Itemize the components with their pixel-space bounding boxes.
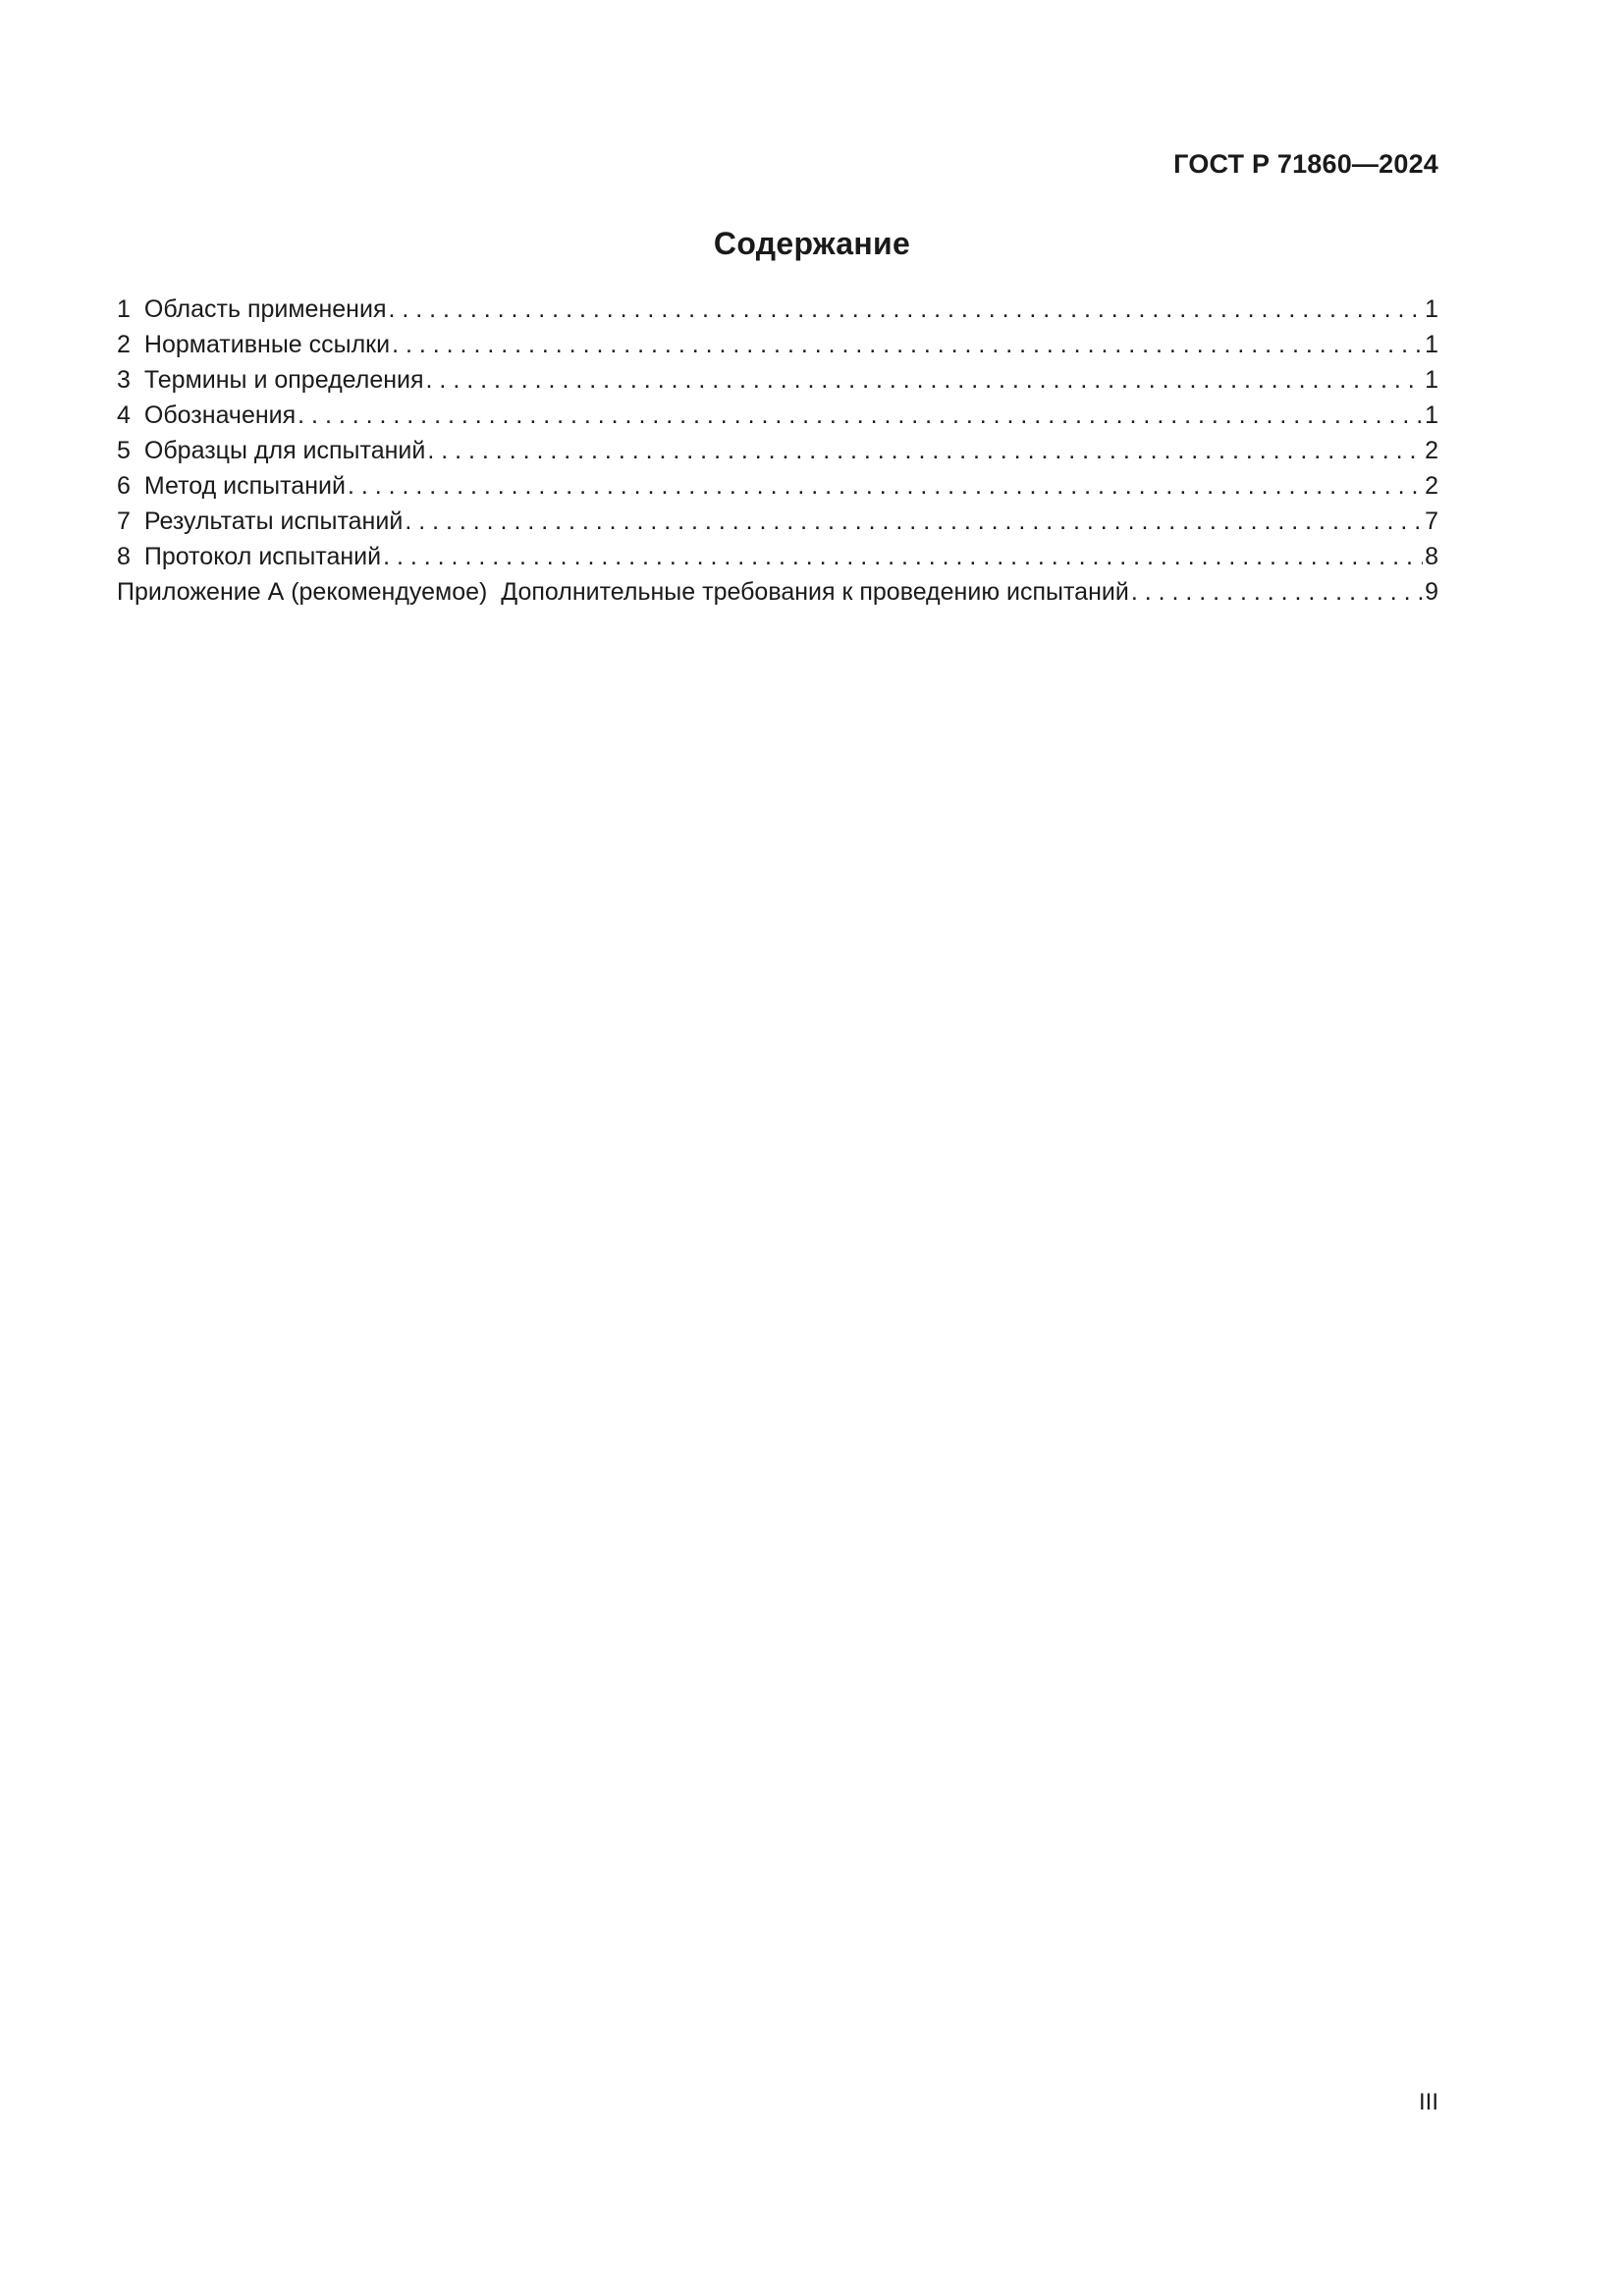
toc-entry[interactable] <box>117 327 1438 362</box>
toc-entry[interactable] <box>117 539 1438 574</box>
toc-entry-page: 2 <box>1425 472 1438 500</box>
toc-list <box>117 292 1438 610</box>
toc-leader-dots <box>1131 574 1423 610</box>
page-number: III <box>1418 2089 1438 2115</box>
toc-entry-title: Образцы для испытаний <box>143 437 426 464</box>
toc-appendix-title: Приложение А (рекомендуемое) Дополнительные требования к проведению испытаний <box>117 578 1129 606</box>
toc-entry-number: 5 <box>117 437 131 464</box>
toc-entry[interactable] <box>117 398 1438 433</box>
toc-leader-dots <box>405 504 1423 539</box>
toc-entry-title: Нормативные ссылки <box>143 331 391 358</box>
toc-entry[interactable] <box>117 292 1438 327</box>
toc-entry-appendix[interactable] <box>117 574 1438 610</box>
toc-entry-number: 4 <box>117 401 131 429</box>
toc-entry-page: 1 <box>1425 295 1438 323</box>
toc-entry-title: Термины и определения <box>143 366 424 394</box>
toc-entry-title: Метод испытаний <box>143 472 346 500</box>
document-code: ГОСТ Р 71860—2024 <box>1173 149 1438 179</box>
toc-entry[interactable] <box>117 433 1438 468</box>
toc-entry-page: 9 <box>1425 578 1438 606</box>
toc-entry-number: 6 <box>117 472 131 500</box>
toc-entry-number: 1 <box>117 295 131 323</box>
toc-entry[interactable] <box>117 504 1438 539</box>
toc-leader-dots <box>298 398 1423 433</box>
toc-entry-page: 1 <box>1425 366 1438 394</box>
toc-leader-dots <box>426 362 1424 398</box>
toc-entry-page: 2 <box>1425 437 1438 464</box>
toc-entry-label <box>117 433 425 468</box>
toc-entry-label <box>117 398 296 433</box>
toc-entry[interactable] <box>117 362 1438 398</box>
toc-entry-label <box>117 327 390 362</box>
toc-leader-dots <box>348 468 1423 504</box>
toc-entry-label <box>117 539 381 574</box>
toc-entry-title: Область применения <box>143 295 387 323</box>
toc-entry-page: 1 <box>1425 401 1438 429</box>
toc-title: Содержание <box>713 226 911 261</box>
toc-leader-dots <box>383 539 1423 574</box>
toc-entry-title: Протокол испытаний <box>143 543 382 570</box>
toc-entry-title: Результаты испытаний <box>143 507 404 535</box>
toc-entry-number: 3 <box>117 366 131 394</box>
toc-entry-label <box>117 504 403 539</box>
toc-entry-page: 1 <box>1425 331 1438 358</box>
toc-entry-number: 8 <box>117 543 131 570</box>
toc-entry[interactable] <box>117 468 1438 504</box>
toc-entry-number: 2 <box>117 331 131 358</box>
toc-entry-page: 8 <box>1425 543 1438 570</box>
toc-entry-label <box>117 292 386 327</box>
toc-entry-label <box>117 362 424 398</box>
toc-entry-title: Обозначения <box>143 401 297 429</box>
toc-leader-dots <box>388 292 1423 327</box>
toc-leader-dots <box>392 327 1423 362</box>
toc-entry-label <box>117 468 346 504</box>
toc-entry-page: 7 <box>1425 507 1438 535</box>
toc-entry-number: 7 <box>117 507 131 535</box>
toc-leader-dots <box>427 433 1423 468</box>
